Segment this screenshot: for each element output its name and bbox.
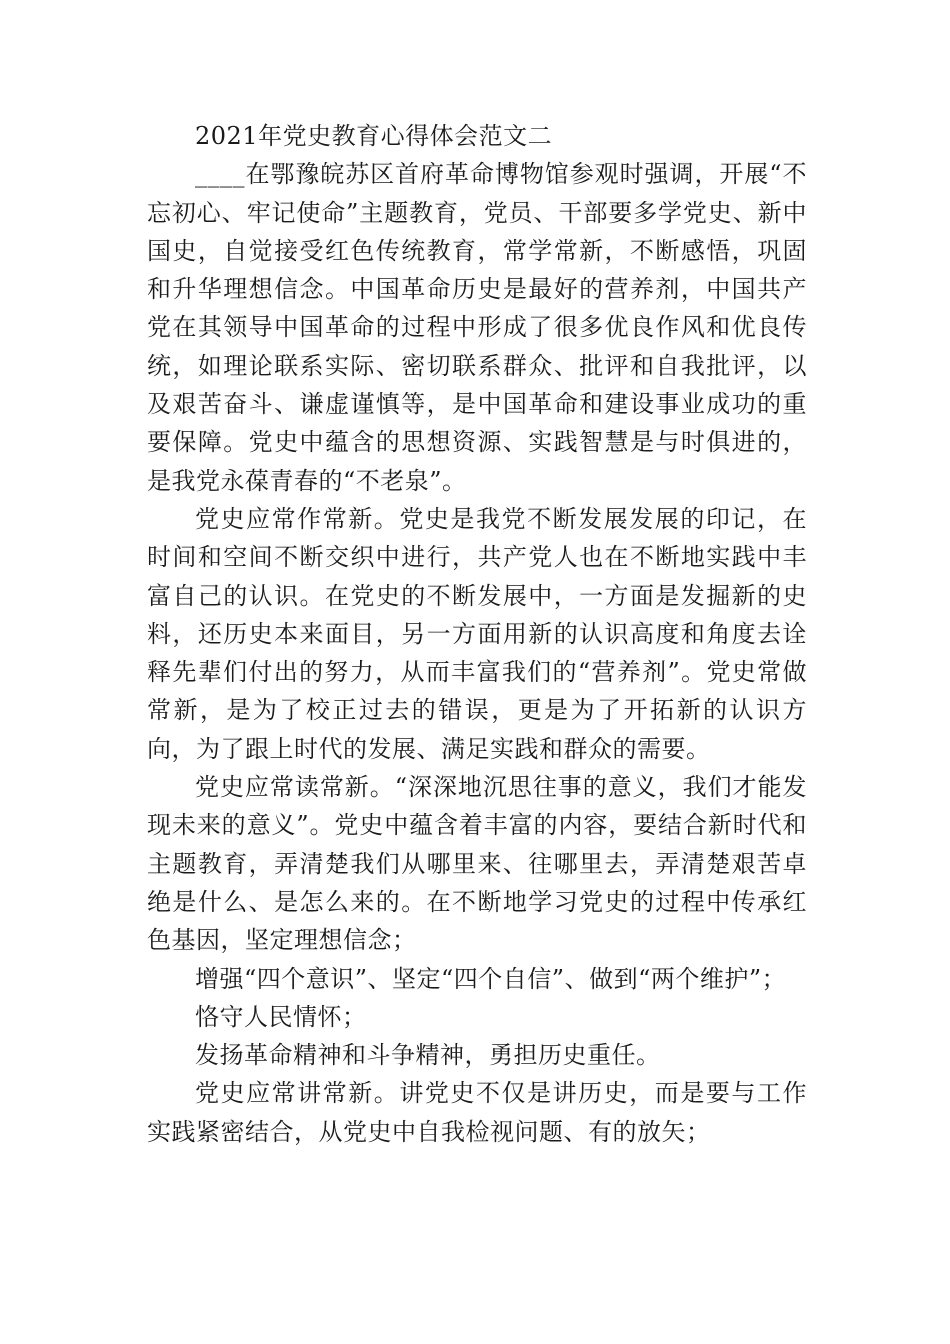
- paragraph-ren-min-qing-huai: 恪守人民情怀；: [195, 1002, 367, 1031]
- paragraph-jiang-chang-xin: 党史应常讲常新。讲党史不仅是讲历史，而是要与工作实践紧密结合，从党史中自我检视问题、有的放矢；: [147, 1079, 807, 1146]
- paragraph-du-chang-xin: 党史应常读常新。“深深地沉思往事的意义，我们才能发现未来的意义”。党史中蕴含着丰富的内容，要结合新时代和主题教育，弄清楚我们从哪里来、往哪里去，弄清楚艰苦卓绝是什么、是怎么来的。在不断地学习党史的过程中传承红色基因，坚定理想信念；: [147, 773, 807, 955]
- document-body: [147, 117, 807, 1151]
- paragraph-si-ge-yi-shi: 增强“四个意识”、坚定“四个自信”、做到“两个维护”；: [195, 964, 787, 993]
- paragraph-zuo-chang-xin: 党史应常作常新。党史是我党不断发展发展的印记，在时间和空间不断交织中进行，共产党人也在不断地实践中丰富自己的认识。在党史的不断发展中，一方面是发掘新的史料，还历史本来面目，另一方面用新的认识高度和角度去诠释先辈们付出的努力，从而丰富我们的“营养剂”。党史常做常新，是为了校正过去的错误，更是为了开拓新的认识方向，为了跟上时代的发展、满足实践和群众的需要。: [147, 504, 807, 763]
- paragraph-ge-ming-jing-shen: 发扬革命精神和斗争精神，勇担历史重任。: [195, 1041, 661, 1070]
- paragraph-intro: ____在鄂豫皖苏区首府革命博物馆参观时强调，开展“不忘初心、牢记使命”主题教育，党员、干部要多学党史、新中国史，自觉接受红色传统教育，常学常新，不断感悟，巩固和升华理想信念。中国革命历史是最好的营养剂，中国共产党在其领导中国革命的过程中形成了很多优良作风和优良传统，如理论联系实际、密切联系群众、批评和自我批评，以及艰苦奋斗、谦虚谨慎等，是中国革命和建设事业成功的重要保障。党史中蕴含的思想资源、实践智慧是与时俱进的，是我党永葆青春的“不老泉”。: [147, 160, 807, 495]
- document-title: 2021年党史教育心得体会范文二: [195, 122, 553, 150]
